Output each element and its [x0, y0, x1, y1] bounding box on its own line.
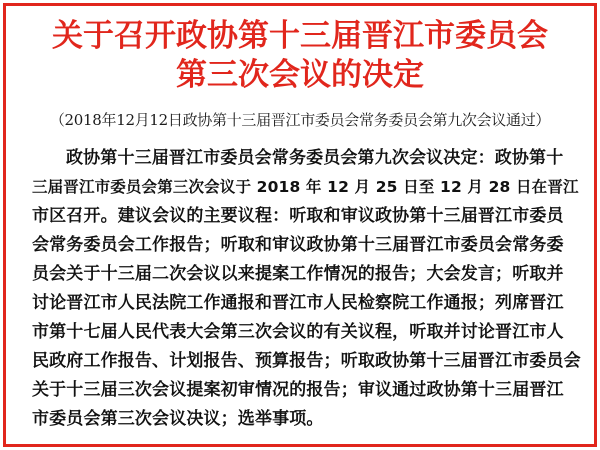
notice-title-line-2: 第三次会议的决定 [176, 57, 424, 93]
body-line-1: 政协第十三届晋江市委员会常务委员会第九次会议决定：政协第十 [66, 148, 564, 168]
body-line-9: 关于十三届三次会议提案初审情况的报告；审议通过政协第十三届晋江 [32, 380, 564, 400]
notice-frame [3, 3, 597, 447]
notice-title-line-1: 关于召开政协第十三届晋江市委员会 [52, 18, 548, 54]
body-line-4: 会常务委员会工作报告；听取和审议政协第十三届晋江市委员会常务委 [32, 235, 564, 255]
body-line-8: 民政府工作报告、计划报告、预算报告；听取政协第十三届晋江市委员会 [32, 351, 581, 371]
body-line-6: 讨论晋江市人民法院工作通报和晋江市人民检察院工作通报；列席晋江 [32, 293, 564, 313]
body-line-10: 市委员会第三次会议决议；选举事项。 [32, 409, 324, 429]
body-line-5: 员会关于十三届二次会议以来提案工作情况的报告；大会发言；听取并 [32, 264, 564, 284]
body-line-7: 市第十七届人民代表大会第三次会议的有关议程，听取并讨论晋江市人 [32, 322, 564, 342]
notice-subtitle: （2018年12月12日政协第十三届晋江市委员会常务委员会第九次会议通过） [49, 111, 551, 129]
body-line-3: 市区召开。建议会议的主要议程：听取和审议政协第十三届晋江市委员 [32, 206, 564, 226]
body-line-2: 三届晋江市委员会第三次会议于 2018 年 12 月 25 日至 12 月 28 日在晋江 [32, 178, 579, 196]
